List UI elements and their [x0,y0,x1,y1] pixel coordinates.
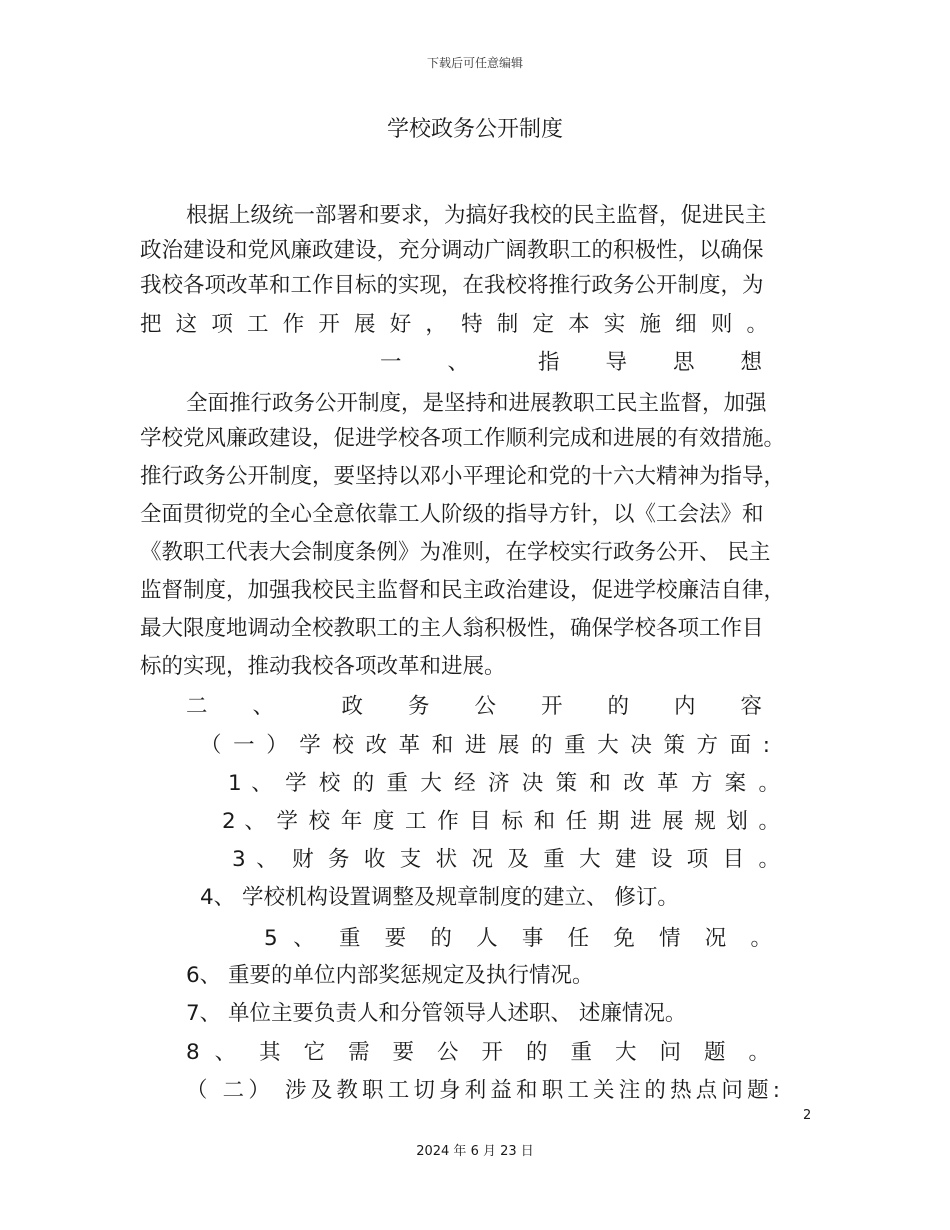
list-item: 2 、 学 校 年 度 工 作 目 标 和 任 期 进 展 规 划 。 [222,809,780,834]
body-line: 《教职工代表大会制度条例》为准则，在学校实行政务公开、 民主 [140,540,771,565]
list-item: 8 、 其 它 需 要 公 开 的 重 大 问 题 。 [186,1040,770,1065]
footer-date: 2024 年 6 月 23 日 [416,1144,534,1159]
body-line: 标的实现，推动我校各项改革和进展。 [140,654,506,679]
list-item: 4、 学校机构设置调整及规章制度的建立、 修订。 [200,885,679,910]
list-item: 1 、 学 校 的 重 大 经 济 决 策 和 改 革 方 案 。 [228,771,780,796]
document-title: 学校政务公开制度 [386,117,563,142]
body-line: 我校各项改革和工作目标的实现，在我校将推行政务公开制度，为 [140,273,764,298]
section-heading: 二 、 政 务 公 开 的 内 容 [186,694,762,719]
list-item: 5 、 重 要 的 人 事 任 免 情 况 。 [264,926,772,951]
body-line: 学校党风廉政建设，促进学校各项工作顺利完成和进展的有效措施。 [140,426,786,451]
page-header: 下载后可任意编辑 [426,56,523,70]
list-item: 3 、 财 务 收 支 状 况 及 重 大 建 设 项 目 。 [232,847,780,872]
body-line: 推行政务公开制度，要坚持以邓小平理论和党的十六大精神为指导， [140,464,786,489]
subsection-heading: （ 一 ） 学 校 改 革 和 进 展 的 重 大 决 策 方 面 : [200,733,770,758]
body-line: 把 这 项 工 作 开 展 好 ， 特 制 定 本 实 施 细 则 。 [140,312,768,337]
page-number: 2 [803,1108,812,1123]
body-line: 根据上级统一部署和要求，为搞好我校的民主监督，促进民主 [186,203,767,228]
body-line: 政治建设和党风廉政建设，充分调动广阔教职工的积极性，以确保 [140,238,764,263]
body-line: 全面推行政务公开制度，是坚持和进展教职工民主监督，加强 [186,391,767,416]
section-heading: 一 、 指 导 思 想 [380,350,762,375]
body-line: 全面贯彻党的全心全意依靠工人阶级的指导方针，以《工会法》和 [140,502,764,527]
subsection-heading: （ 二） 涉及教职工切身利益和职工关注的热点问题: [186,1078,780,1103]
list-item: 6、 重要的单位内部奖惩规定及执行情况。 [186,963,594,988]
body-line: 监督制度，加强我校民主监督和民主政治建设，促进学校廉洁自律， [140,578,786,603]
list-item: 7、 单位主要负责人和分管领导人述职、 述廉情况。 [186,1001,687,1026]
body-line: 最大限度地调动全校教职工的主人翁积极性，确保学校各项工作目 [140,616,764,641]
